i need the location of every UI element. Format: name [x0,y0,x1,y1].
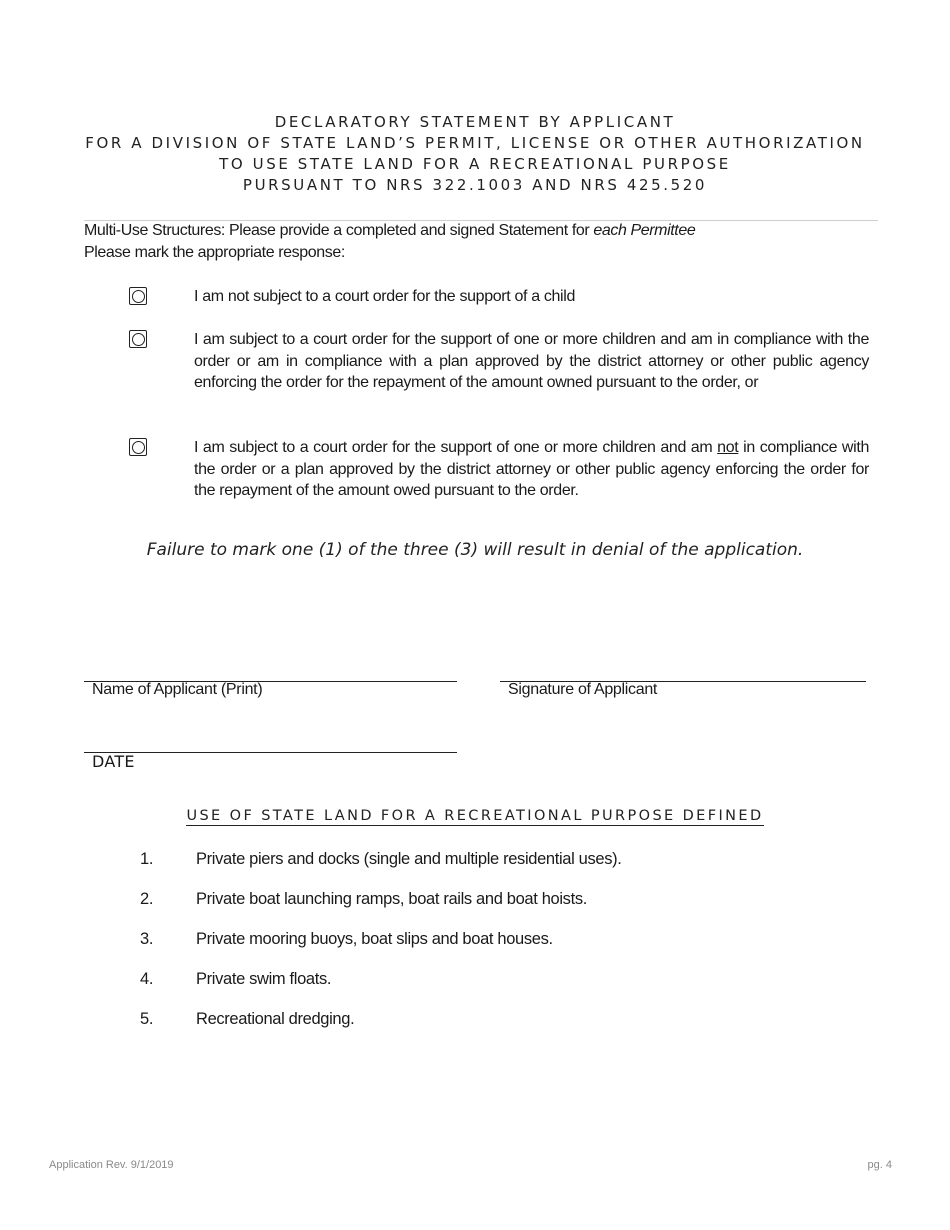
list-item-text: Private swim floats. [196,970,332,988]
list-item-number: 1. [140,850,154,868]
footer-revision: Application Rev. 9/1/2019 [49,1159,174,1171]
list-item-number: 3. [140,930,154,948]
intro-line-2: Please mark the appropriate response: [84,244,345,261]
document-title [0,112,950,196]
option-3-text-before: I am subject to a court order for the support of one or more children and am [194,439,718,456]
title-line-4: PURSUANT TO NRS 322.1003 AND NRS 425.520 [242,176,708,194]
option-2-checkbox[interactable] [129,330,147,348]
date-line[interactable] [84,752,457,753]
date-label: DATE [92,752,135,771]
recreational-title-text: USE OF STATE LAND FOR A RECREATIONAL PURPOSE DEFINED [186,808,764,824]
title-line-3: TO USE STATE LAND FOR A RECREATIONAL PURPOSE [219,155,731,173]
footer-page-number: pg. 4 [867,1159,892,1171]
radio-circle-icon [132,441,145,454]
list-item-text: Recreational dredging. [196,1010,355,1028]
option-1-text: I am not subject to a court order for the support of a child [194,288,575,305]
title-line-1: DECLARATORY STATEMENT BY APPLICANT [274,113,676,131]
list-item-text: Private boat launching ramps, boat rails and boat hoists. [196,890,587,908]
list-item-text: Private piers and docks (single and multiple residential uses). [196,850,622,868]
intro-line-1-emphasis: each Permittee [593,222,696,239]
list-item-number: 2. [140,890,154,908]
option-3-text-underlined: not [717,439,739,456]
name-label: Name of Applicant (Print) [92,681,263,698]
option-3-text-after: in compliance with the order or a plan approved by the district attorney or other public agency enforcing the order for the repayment of the amount owed pursuant to the order. [194,439,869,499]
list-item-text: Private mooring buoys, boat slips and boat houses. [196,930,553,948]
radio-circle-icon [132,333,145,346]
option-2-text: I am subject to a court order for the support of one or more children and am in compliance with the order or am in compliance with a plan approved by the district attorney or other public agency enforcing the order for the repayment of the amount owned pursuant to the order, or [194,331,869,391]
title-line-2: FOR A DIVISION OF STATE LAND’S PERMIT, LICENSE OR OTHER AUTHORIZATION [85,134,865,152]
radio-circle-icon [132,290,145,303]
intro-line-1 [84,220,695,242]
option-1-checkbox[interactable] [129,287,147,305]
signature-label: Signature of Applicant [508,681,658,698]
list-item-number: 5. [140,1010,154,1028]
recreational-section-title [0,808,950,824]
intro-text [84,220,695,264]
intro-line-1-prefix: Multi-Use Structures: Please provide a completed and signed Statement for [84,222,594,239]
option-3-text [194,437,869,502]
list-item-number: 4. [140,970,154,988]
option-3-checkbox[interactable] [129,438,147,456]
warning-text: Failure to mark one (1) of the three (3) will result in denial of the application. [146,540,804,560]
